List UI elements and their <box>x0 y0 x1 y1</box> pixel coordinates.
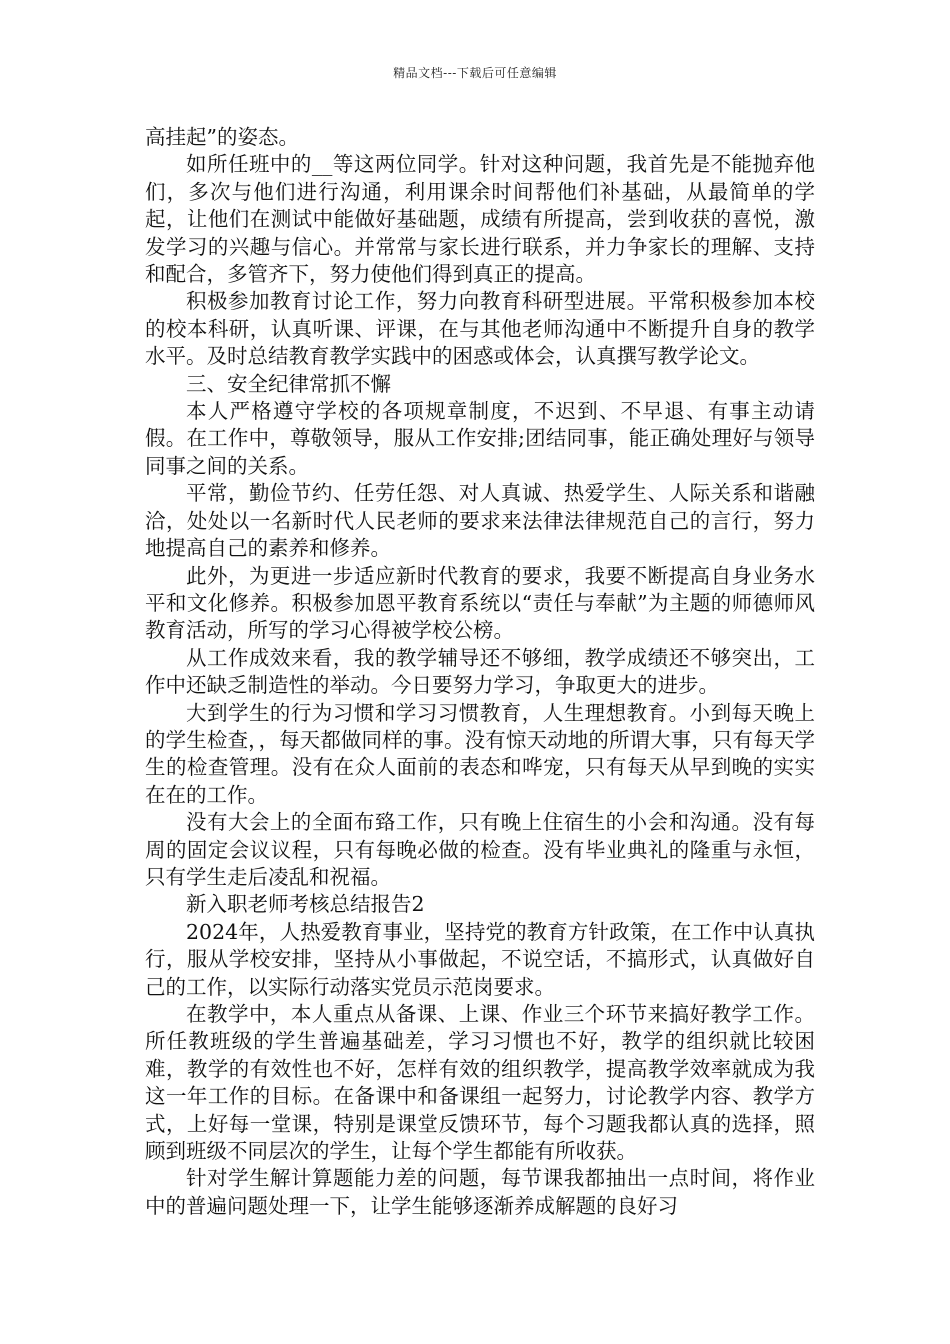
paragraph: 如所任班中的__等这两位同学。针对这种问题，我首先是不能抛弃他们，多次与他们进行沟通，利用课余时间帮他们补基础，从最简单的学起，让他们在测试中能做好基础题，成绩有所提高，尝到收获的喜悦，激发学习的兴趣与信心。并常常与家长进行联系，并力争家长的理解、支持和配合，多管齐下，努力使他们得到真正的提高。 <box>145 152 815 287</box>
paragraph: 没有大会上的全面布臵工作，只有晚上住宿生的小会和沟通。没有每周的固定会议议程，只有每晚必做的检查。没有毕业典礼的隆重与永恒，只有学生走后凌乱和祝福。 <box>145 810 815 889</box>
paragraph: 此外，为更进一步适应新时代教育的要求，我要不断提高自身业务水平和文化修养。积极参加恩平教育系统以“责任与奉献”为主题的师德师风教育活动，所写的学习心得被学校公榜。 <box>145 563 815 643</box>
paragraph: 大到学生的行为习惯和学习习惯教育，人生理想教育。小到每天晚上的学生检查，，每天都做同样的事。没有惊天动地的所谓大事，只有每天学生的检查管理。没有在众人面前的表态和哗宠，只有每天从早到晚的实实在在的工作。 <box>145 700 815 807</box>
paragraph: 积极参加教育讨论工作，努力向教育科研型进展。平常积极参加本校的校本科研，认真听课、评课，在与其他老师沟通中不断提升自身的教学水平。及时总结教育教学实践中的困惑或体会，认真撰写教学论文。 <box>145 289 815 369</box>
page-header: 精品文档---下载后可任意编辑 <box>393 66 557 80</box>
paragraph: 针对学生解计算题能力差的问题，每节课我都抽出一点时间，将作业中的普遍问题处理一下，让学生能够逐渐养成解题的良好习 <box>145 1166 815 1218</box>
paragraph: 在教学中，本人重点从备课、上课、作业三个环节来搞好教学工作。所任教班级的学生普遍基础差，学习习惯也不好，教学的组织就比较困难，教学的有效性也不好，怎样有效的组织教学，提高教学效率就成为我这一年工作的目标。在备课中和备课组一起努力，讨论教学内容、教学方式，上好每一堂课，特别是课堂反馈环节，每个习题我都认真的选择，照顾到班级不同层次的学生，让每个学生都能有所收获。 <box>145 1002 815 1164</box>
paragraph: 2024年，人热爱教育事业，坚持党的教育方针政策，在工作中认真执行，服从学校安排，坚持从小事做起，不说空话，不搞形式，认真做好自己的工作，以实际行动落实党员示范岗要求。 <box>145 919 815 999</box>
report-title: 新入职老师考核总结报告2 <box>186 892 425 917</box>
section-heading: 三、安全纪律常抓不懈 <box>186 371 391 396</box>
paragraph: 本人严格遵守学校的各项规章制度，不迟到、不早退、有事主动请假。在工作中，尊敬领导，服从工作安排;团结同事，能正确处理好与领导同事之间的关系。 <box>145 399 815 478</box>
paragraph: 从工作成效来看，我的教学辅导还不够细，教学成绩还不够突出，工作中还缺乏制造性的举动。今日要努力学习，争取更大的进步。 <box>145 645 815 698</box>
paragraph: 平常，勤俭节约、任劳任怨、对人真诚、热爱学生、人际关系和谐融洽，处处以一名新时代人民老师的要求来法律法律规范自己的言行，努力地提高自己的素养和修养。 <box>145 481 815 561</box>
document-body <box>145 124 815 1220</box>
paragraph: 高挂起”的姿态。 <box>145 125 299 149</box>
